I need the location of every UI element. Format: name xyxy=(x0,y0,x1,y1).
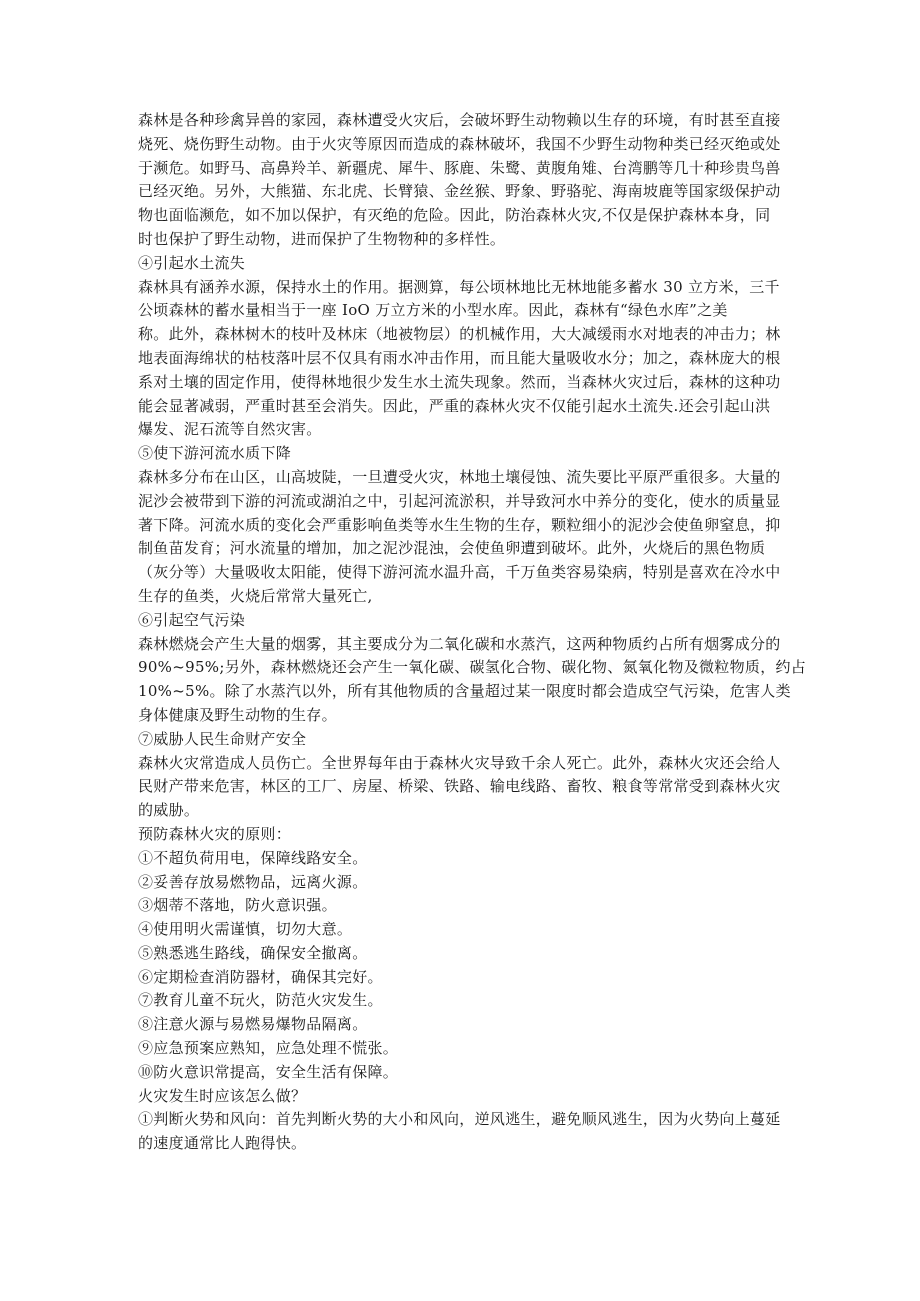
text-line: 称。此外，森林树木的枝叶及林床（地被物层）的机械作用，大大减缓雨水对地表的冲击力；林 xyxy=(138,325,781,344)
text-line: 森林燃烧会产生大量的烟雾，其主要成分为二氧化碳和水蒸汽，这两种物质约占所有烟雾成分的 xyxy=(138,634,781,653)
text-line: 于濒危。如野马、高鼻羚羊、新疆虎、犀牛、豚鹿、朱鹭、黄腹角雉、台湾鹏等几十种珍贵鸟兽 xyxy=(138,158,781,177)
text-line: 能会显著减弱，严重时甚至会消失。因此，严重的森林火灾不仅能引起水土流失.还会引起山洪 xyxy=(138,396,771,415)
list-item: ⑦教育儿童不玩火，防范火灾发生。 xyxy=(138,991,383,1010)
text-line: 身体健康及野生动物的生存。 xyxy=(138,705,337,724)
paragraph-judge-fire xyxy=(138,1108,788,1156)
text-line: 爆发、泥石流等自然灾害。 xyxy=(138,420,322,439)
paragraph-water-quality xyxy=(138,466,788,609)
document-body xyxy=(138,109,807,1156)
text-line: 的速度通常比人跑得快。 xyxy=(138,1134,307,1153)
text-line: 物也面临濒危，如不加以保护，有灭绝的危险。因此，防治森林火灾,不仅是保护森林本身，同 xyxy=(138,206,771,225)
heading-air-pollution: ⑥引起空气污染 xyxy=(138,610,246,629)
prevention-list xyxy=(138,847,788,1085)
list-item: ⑤熟悉逃生路线，确保安全撤离。 xyxy=(138,943,368,962)
text-line: 地表面海绵状的枯枝落叶层不仅具有雨水冲击作用，而且能大量吸收水分；加之，森林庞大的根 xyxy=(138,348,781,367)
list-item: ②妥善存放易燃物品，远离火源。 xyxy=(138,872,368,891)
paragraph-air-pollution xyxy=(138,633,807,728)
paragraph-life-property xyxy=(138,752,788,823)
paragraph-wildlife xyxy=(138,109,788,252)
text-line: 10%~5%。除了水蒸汽以外，所有其他物质的含量超过某一限度时都会造成空气污染，危害人类 xyxy=(138,682,791,701)
text-line: 民财产带来危害，林区的工厂、房屋、桥梁、铁路、输电线路、畜牧、粮食等常常受到森林火灾 xyxy=(138,777,781,796)
heading-water-quality: ⑤使下游河流水质下降 xyxy=(138,444,292,463)
text-line: 森林具有涵养水源，保持水土的作用。据测算，每公顷林地比无林地能多蓄水 30 立方米，三千 xyxy=(138,277,780,296)
heading-life-property: ⑦威胁人民生命财产安全 xyxy=(138,729,307,748)
text-line: 时也保护了野生动物，进而保护了生物物种的多样性。 xyxy=(138,229,506,248)
text-line: 森林是各种珍禽异兽的家园，森林遭受火灾后，会破坏野生动物赖以生存的环境，有时甚至直接 xyxy=(138,111,781,129)
paragraph-soil-erosion xyxy=(138,276,788,443)
text-line: 泥沙会被带到下游的河流或湖泊之中，引起河流淤积，并导致河水中养分的变化，使水的质量显 xyxy=(138,491,781,510)
list-item: ⑧注意火源与易燃易爆物品隔离。 xyxy=(138,1015,368,1034)
text-line: 的威胁。 xyxy=(138,801,200,820)
text-line: 制鱼苗发育；河水流量的增加，加之泥沙混浊，会使鱼卵遭到破坏。此外，火烧后的黑色物质 xyxy=(138,539,766,558)
heading-what-to-do: 火灾发生时应该怎么做？ xyxy=(138,1086,307,1105)
text-line: （灰分等）大量吸收太阳能，使得下游河流水温升高，千万鱼类容易染病，特别是喜欢在冷水中 xyxy=(138,563,781,582)
heading-soil-erosion: ④引起水土流失 xyxy=(138,253,246,272)
text-line: 生存的鱼类，火烧后常常大量死亡, xyxy=(138,586,373,605)
list-item: ⑨应急预案应熟知，应急处理不慌张。 xyxy=(138,1039,399,1058)
list-item: ④使用明火需谨慎，切勿大意。 xyxy=(138,920,353,939)
text-line: 90%~95%;另外，森林燃烧还会产生一氧化碳、碳氢化合物、碳化物、氮氧化物及微粒物质，约占 xyxy=(138,658,807,677)
list-item: ①不超负荷用电，保障线路安全。 xyxy=(138,848,368,867)
text-line: 系对土壤的固定作用，使得林地很少发生水土流失现象。然而，当森林火灾过后，森林的这种功 xyxy=(138,372,781,391)
list-item: ⑥定期检查消防器材，确保其完好。 xyxy=(138,967,383,986)
text-line: ①判断火势和风向：首先判断火势的大小和风向，逆风逃生，避免顺风逃生，因为火势向上蔓延 xyxy=(138,1110,781,1129)
text-line: 著下降。河流水质的变化会严重影响鱼类等水生生物的生存，颗粒细小的泥沙会使鱼卵窒息，抑 xyxy=(138,515,781,534)
list-item: ⑩防火意识常提高，安全生活有保障。 xyxy=(138,1062,399,1081)
heading-prevention-principles: 预防森林火灾的原则： xyxy=(138,824,292,843)
text-line: 公顷森林的蓄水量相当于一座 IoO 万立方米的小型水库。因此，森林有“绿色水库”之美 xyxy=(138,301,728,320)
text-line: 森林火灾常造成人员伤亡。全世界每年由于森林火灾导致千余人死亡。此外，森林火灾还会给人 xyxy=(138,753,781,772)
text-line: 森林多分布在山区，山高坡陡，一旦遭受火灾，林地土壤侵蚀、流失要比平原严重很多。大量的 xyxy=(138,467,781,486)
text-line: 烧死、烧伤野生动物。由于火灾等原因而造成的森林破坏，我国不少野生动物种类已经灭绝或处 xyxy=(138,134,781,153)
text-line: 已经灭绝。另外，大熊猫、东北虎、长臂猿、金丝猴、野象、野骆驼、海南坡鹿等国家级保护动 xyxy=(138,182,781,201)
list-item: ③烟蒂不落地，防火意识强。 xyxy=(138,896,337,915)
